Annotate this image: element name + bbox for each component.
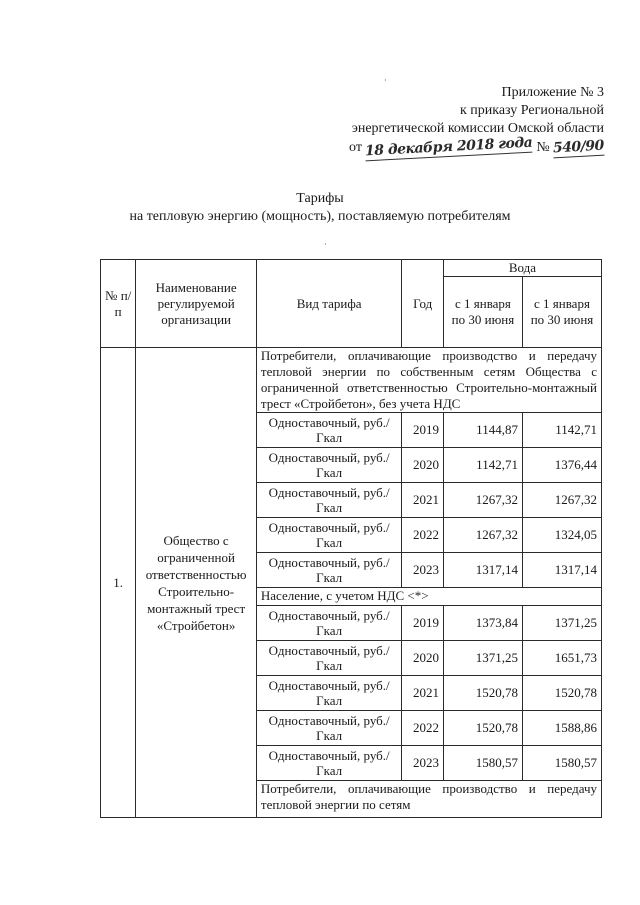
tariff-value-period-2: 1520,78 <box>522 676 601 711</box>
tariff-value-period-2: 1580,57 <box>522 746 601 781</box>
tariff-year: 2019 <box>402 606 444 641</box>
appendix-commission: энергетической комиссии Омской области <box>351 121 604 136</box>
appendix-order-ref: к приказу Региональной <box>459 103 604 118</box>
tariff-kind: Одноставочный, руб./Гкал <box>256 676 402 711</box>
appendix-number: Приложение № 3 <box>501 85 604 100</box>
header-year: Год <box>402 260 444 348</box>
tariff-value-period-2: 1142,71 <box>522 413 601 448</box>
tariff-year: 2020 <box>402 448 444 483</box>
tariff-value-period-1: 1144,87 <box>443 413 522 448</box>
header-period-2: с 1 января по 30 июня <box>522 277 601 348</box>
header-org: Наименование регулируемой организации <box>136 260 257 348</box>
appendix-date-line <box>284 134 605 160</box>
tariff-kind: Одноставочный, руб./Гкал <box>256 553 402 588</box>
document-title <box>0 190 640 226</box>
section-row <box>101 348 602 413</box>
handwritten-number: 540/90 <box>552 137 605 157</box>
tariff-value-period-1: 1267,32 <box>443 483 522 518</box>
tariff-kind: Одноставочный, руб./Гкал <box>256 746 402 781</box>
tariff-year: 2021 <box>402 676 444 711</box>
tariff-value-period-1: 1580,57 <box>443 746 522 781</box>
tariff-year: 2023 <box>402 553 444 588</box>
tariff-value-period-2: 1371,25 <box>522 606 601 641</box>
tariff-year: 2021 <box>402 483 444 518</box>
tariff-year: 2023 <box>402 746 444 781</box>
tariff-kind: Одноставочный, руб./Гкал <box>256 711 402 746</box>
from-label: от <box>349 140 362 155</box>
tariff-kind: Одноставочный, руб./Гкал <box>256 518 402 553</box>
tariff-value-period-2: 1376,44 <box>522 448 601 483</box>
tariff-value-period-1: 1520,78 <box>443 711 522 746</box>
tariff-value-period-1: 1267,32 <box>443 518 522 553</box>
header-water: Вода <box>443 260 601 277</box>
tariff-year: 2020 <box>402 641 444 676</box>
tariff-value-period-1: 1373,84 <box>443 606 522 641</box>
scan-speck: · <box>384 76 387 85</box>
tariff-kind: Одноставочный, руб./Гкал <box>256 641 402 676</box>
appendix-header <box>284 84 605 160</box>
tariff-value-period-1: 1317,14 <box>443 553 522 588</box>
tariff-year: 2022 <box>402 518 444 553</box>
title-line-2: на тепловую энергию (мощность), поставляемую потребителям <box>129 209 511 224</box>
scan-speck: · <box>324 240 327 249</box>
row-number: 1. <box>101 348 136 818</box>
tariff-value-period-2: 1267,32 <box>522 483 601 518</box>
tariff-kind: Одноставочный, руб./Гкал <box>256 448 402 483</box>
tariff-value-period-1: 1142,71 <box>443 448 522 483</box>
tariff-value-period-2: 1317,14 <box>522 553 601 588</box>
number-label: № <box>536 140 550 155</box>
organization-name: Общество с ограниченной ответственностью Строительно-монтажный трест «Стройбетон» <box>136 348 257 818</box>
tariff-value-period-1: 1520,78 <box>443 676 522 711</box>
tariff-table <box>100 259 602 818</box>
tariff-kind: Одноставочный, руб./Гкал <box>256 483 402 518</box>
header-num: № п/п <box>101 260 136 348</box>
title-line-1: Тарифы <box>296 191 344 206</box>
handwritten-date: 18 декабря 2018 года <box>365 134 534 160</box>
tariff-value-period-1: 1371,25 <box>443 641 522 676</box>
tariff-value-period-2: 1324,05 <box>522 518 601 553</box>
consumer-group-title: Население, с учетом НДС <*> <box>256 588 601 606</box>
consumer-group-title: Потребители, оплачивающие производство и передачу тепловой энергии по сетям <box>256 781 601 818</box>
tariff-kind: Одноставочный, руб./Гкал <box>256 606 402 641</box>
tariff-value-period-2: 1651,73 <box>522 641 601 676</box>
tariff-kind: Одноставочный, руб./Гкал <box>256 413 402 448</box>
tariff-year: 2022 <box>402 711 444 746</box>
tariff-value-period-2: 1588,86 <box>522 711 601 746</box>
consumer-group-title: Потребители, оплачивающие производство и передачу тепловой энергии по собственным сетям Общества с ограниченной ответственностью Строительно-монтажный трест «Стройбетон», без учета НДС <box>256 348 601 413</box>
header-kind: Вид тарифа <box>256 260 402 348</box>
tariff-year: 2019 <box>402 413 444 448</box>
header-period-1: с 1 января по 30 июня <box>443 277 522 348</box>
